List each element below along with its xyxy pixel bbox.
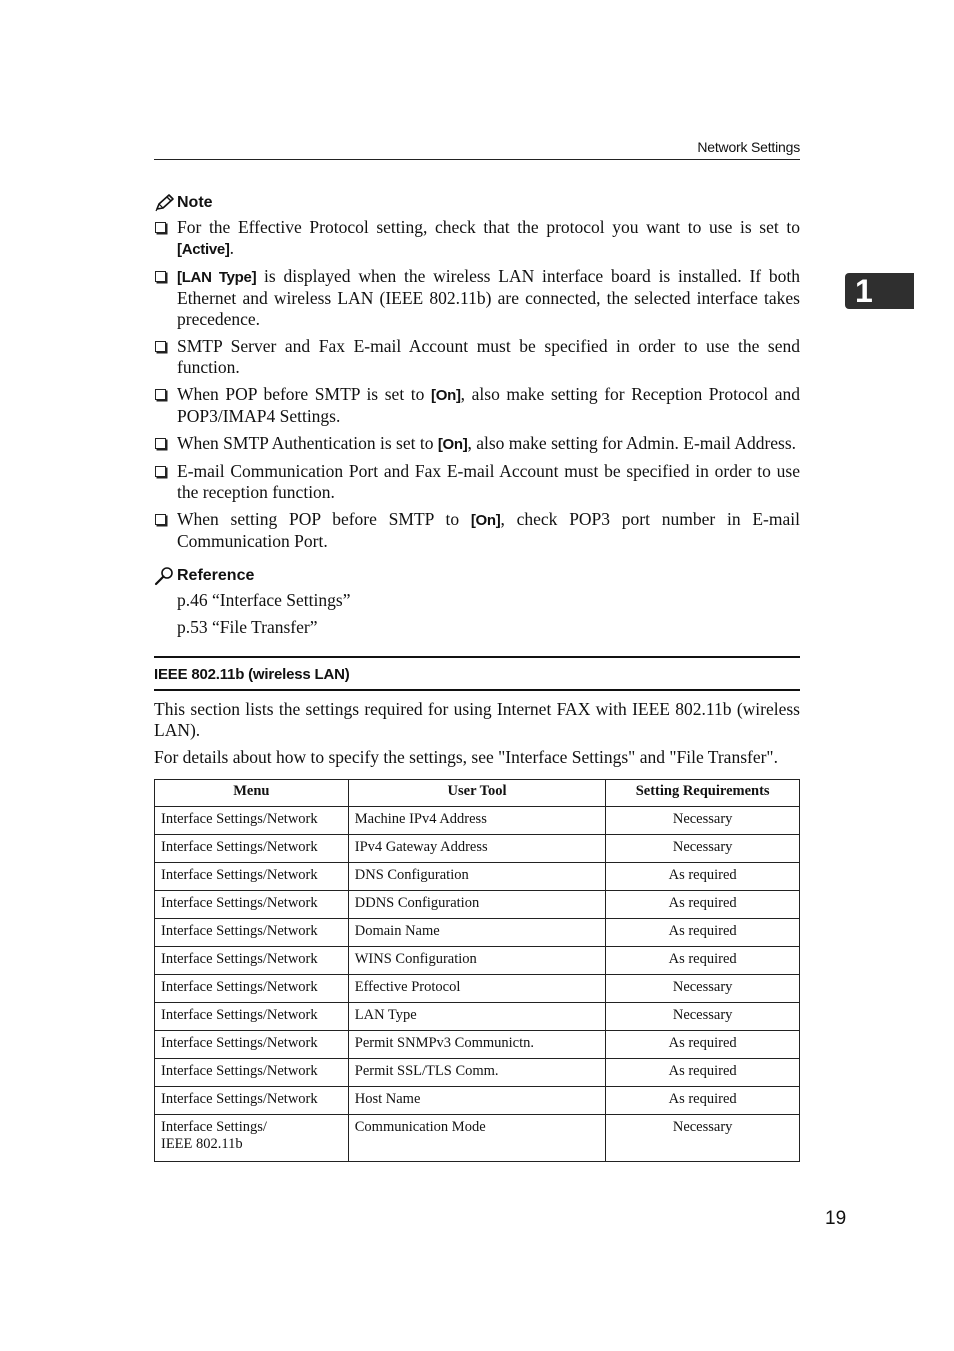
cell-menu: Interface Settings/Network [155, 1059, 349, 1087]
table-row [155, 1031, 800, 1059]
checkbox-bullet-icon [155, 271, 166, 282]
checkbox-bullet-icon [155, 389, 166, 400]
cell-menu: Interface Settings/Network [155, 891, 349, 919]
cell-user-tool: Effective Protocol [348, 975, 606, 1003]
cell-requirement: Necessary [606, 1115, 800, 1162]
cell-requirement: Necessary [606, 1003, 800, 1031]
table-row [155, 891, 800, 919]
cell-user-tool: Permit SSL/TLS Comm. [348, 1059, 606, 1087]
cell-menu: Interface Settings/Network [155, 863, 349, 891]
note-item [154, 509, 800, 552]
checkbox-bullet-icon [155, 514, 166, 525]
cell-requirement: As required [606, 947, 800, 975]
table-row [155, 1087, 800, 1115]
cell-requirement: Necessary [606, 975, 800, 1003]
cell-user-tool: DNS Configuration [348, 863, 606, 891]
note-item-text: When SMTP Authentication is set to [177, 433, 438, 453]
page-content [154, 192, 800, 1162]
cell-user-tool: Host Name [348, 1087, 606, 1115]
note-item [154, 461, 800, 503]
table-row [155, 1003, 800, 1031]
note-item-text: E-mail Communication Port and Fax E-mail Account must be specified in order to use the reception function. [177, 461, 800, 502]
cell-requirement: As required [606, 919, 800, 947]
note-item [154, 217, 800, 260]
note-item-keyword: [On] [437, 436, 468, 453]
cell-user-tool: Machine IPv4 Address [348, 807, 606, 835]
magnifier-icon [154, 566, 176, 586]
table-row [155, 807, 800, 835]
cell-user-tool: Permit SNMPv3 Communictn. [348, 1031, 606, 1059]
cell-menu: Interface Settings/Network [155, 835, 349, 863]
column-header-requirements: Setting Requirements [606, 780, 800, 807]
column-header-user-tool: User Tool [348, 780, 606, 807]
note-item-text: . [229, 238, 234, 258]
note-item-text: is displayed when the wireless LAN interface board is installed. If both Ethernet and wireless LAN (IEEE 802.11b) are connected, the selected interface takes precedence. [177, 266, 800, 329]
cell-user-tool: LAN Type [348, 1003, 606, 1031]
note-list [154, 217, 800, 552]
reference-link-file-transfer[interactable]: p.53 “File Transfer” [177, 617, 318, 637]
section-intro: This section lists the settings required for using Internet FAX with IEEE 802.11b (wireless LAN). [154, 699, 800, 740]
pencil-icon [154, 193, 176, 213]
header-title: Network Settings [697, 139, 800, 155]
note-item-keyword: [On] [470, 512, 501, 529]
note-item [154, 433, 800, 455]
table-row [155, 1115, 800, 1162]
section-details: For details about how to specify the settings, see "Interface Settings" and "File Transfer". [154, 747, 778, 767]
note-heading [154, 192, 800, 214]
page-number: 19 [825, 1208, 847, 1229]
note-item [154, 336, 800, 378]
cell-user-tool: DDNS Configuration [348, 891, 606, 919]
reference-link-interface-settings[interactable]: p.46 “Interface Settings” [177, 590, 351, 610]
note-item [154, 266, 800, 330]
cell-menu: Interface Settings/Network [155, 807, 349, 835]
section-rule-bottom [154, 689, 800, 691]
table-row [155, 975, 800, 1003]
cell-requirement: As required [606, 891, 800, 919]
reference-heading [154, 565, 800, 587]
cell-user-tool: WINS Configuration [348, 947, 606, 975]
note-item-text: When POP before SMTP is set to [177, 384, 432, 404]
settings-table [154, 779, 800, 1162]
note-item-text: , also make setting for Admin. E-mail Address. [467, 433, 797, 453]
cell-menu: Interface Settings/Network [155, 919, 349, 947]
cell-menu: Interface Settings/ IEEE 802.11b [155, 1115, 349, 1162]
cell-menu: Interface Settings/Network [155, 975, 349, 1003]
section-title: IEEE 802.11b (wireless LAN) [154, 666, 350, 683]
note-label: Note [177, 194, 213, 211]
note-item-text: When setting POP before SMTP to [177, 509, 471, 529]
cell-menu: Interface Settings/Network [155, 1003, 349, 1031]
note-item-text: , check POP3 port number in E-mail Communication Port. [177, 509, 800, 551]
table-header-row [155, 780, 800, 807]
chapter-number: 1 [855, 273, 873, 309]
reference-label: Reference [177, 567, 255, 584]
note-item-text: For the Effective Protocol setting, check that the protocol you want to use is set to [177, 217, 800, 237]
cell-requirement: As required [606, 1059, 800, 1087]
cell-menu: Interface Settings/Network [155, 1087, 349, 1115]
note-item [154, 384, 800, 427]
cell-user-tool: Communication Mode [348, 1115, 606, 1162]
note-item-text: SMTP Server and Fax E-mail Account must be specified in order to use the send function. [177, 336, 800, 377]
cell-user-tool: Domain Name [348, 919, 606, 947]
cell-user-tool: IPv4 Gateway Address [348, 835, 606, 863]
checkbox-bullet-icon [155, 466, 166, 477]
checkbox-bullet-icon [155, 341, 166, 352]
checkbox-bullet-icon [155, 222, 166, 233]
note-item-keyword: [LAN Type] [177, 269, 257, 286]
cell-requirement: Necessary [606, 835, 800, 863]
chapter-tab [845, 273, 914, 309]
table-row [155, 863, 800, 891]
note-item-keyword: [Active] [177, 241, 230, 258]
table-row [155, 947, 800, 975]
cell-requirement: Necessary [606, 807, 800, 835]
column-header-menu: Menu [155, 780, 349, 807]
header-rule [154, 159, 800, 160]
note-item-text: , also make setting for Reception Protocol and POP3/IMAP4 Settings. [177, 384, 800, 426]
table-row [155, 835, 800, 863]
checkbox-bullet-icon [155, 438, 166, 449]
table-row [155, 1059, 800, 1087]
cell-menu: Interface Settings/Network [155, 1031, 349, 1059]
note-item-keyword: [On] [431, 387, 461, 404]
cell-requirement: As required [606, 1087, 800, 1115]
table-row [155, 919, 800, 947]
cell-menu: Interface Settings/Network [155, 947, 349, 975]
cell-requirement: As required [606, 1031, 800, 1059]
cell-requirement: As required [606, 863, 800, 891]
